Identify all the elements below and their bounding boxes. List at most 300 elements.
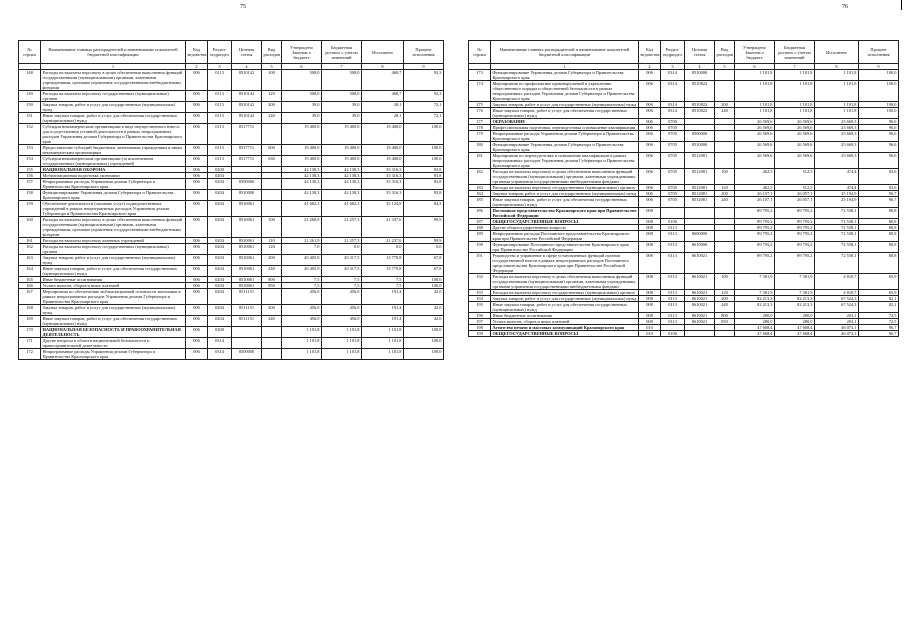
col-budget-list-header: Бюджетная роспись с учетом изменений <box>775 41 815 64</box>
col-department-code-cell: 008 <box>639 313 661 319</box>
column-index-cell: 9 <box>859 64 899 70</box>
col-approved-cell: 7,5 <box>282 283 322 289</box>
col-percent-cell: 100,0 <box>404 349 444 360</box>
col-target-article-cell: 8610021 <box>685 296 715 302</box>
col-approved-cell: 462,5 <box>735 185 775 191</box>
col-approved-cell: 39,0 <box>282 113 322 124</box>
col-name-cell: Предоставление субсидий бюджетным, автономным учреждениям и иным некоммерческим организациям <box>41 145 186 156</box>
col-percent-cell: 100,0 <box>859 102 899 108</box>
col-approved-cell: 89 795,2 <box>735 253 775 274</box>
col-percent-cell: 72,5 <box>859 313 899 319</box>
col-name-cell: Постоянное представительство Красноярского края при Правительстве Российской Федерации <box>491 208 639 219</box>
col-executed-cell: 35 316,3 <box>362 167 404 173</box>
col-section-cell: 0204 <box>208 316 232 327</box>
col-name-cell: Непрограммные расходы Управления делами Губернатора и Правительства Красноярского края <box>41 179 186 190</box>
col-executed-cell: 19 400,0 <box>362 156 404 167</box>
col-section-cell: 0204 <box>208 217 232 238</box>
col-row-number-cell: 177 <box>469 119 491 125</box>
col-section-cell: 0705 <box>661 131 685 142</box>
col-section-cell: 0204 <box>208 201 232 217</box>
col-row-number-cell: 195 <box>469 302 491 313</box>
col-section-cell: 0204 <box>208 283 232 289</box>
col-section-cell: 0100 <box>661 219 685 225</box>
col-name-cell: Расходы на выплаты персоналу государственных (муниципальных) органов <box>41 244 186 255</box>
col-target-article-cell: 8610021 <box>685 319 715 325</box>
page-number: 76 <box>842 4 848 10</box>
col-row-number-cell: 187 <box>469 219 491 225</box>
col-row-number-cell: 160 <box>19 217 41 238</box>
column-index-cell: 1 <box>491 64 639 70</box>
col-expense-type-cell: 100 <box>715 169 735 185</box>
col-section-cell <box>661 208 685 219</box>
col-percent-cell: 96,6 <box>859 119 899 125</box>
col-percent-cell: 92,3 <box>404 91 444 102</box>
col-budget-list-cell: 26 057,1 <box>775 197 815 208</box>
col-percent-cell: 100,0 <box>404 156 444 167</box>
col-target-article-cell: 8511151 <box>232 305 262 316</box>
header-row <box>19 41 444 64</box>
col-section-cell: 0113 <box>208 102 232 113</box>
col-name-cell: Руководство и управление в сфере установленных функций органов государственной власти в рамках непрограммных расходов Постоянного представительства Красноярского края при Правительстве Российской Федерации <box>491 253 639 274</box>
col-budget-list-cell: 21 257,3 <box>322 217 362 238</box>
col-executed-cell: 21 237,6 <box>362 238 404 244</box>
table-header <box>19 41 444 70</box>
col-percent-cell: 65,9 <box>859 274 899 290</box>
col-section-cell: 0113 <box>661 242 685 253</box>
col-budget-list-cell: 456,0 <box>322 305 362 316</box>
col-percent-cell: 80,8 <box>859 225 899 231</box>
col-approved-cell: 47 668,4 <box>735 331 775 337</box>
col-percent-header: Процент исполнения <box>859 41 899 64</box>
col-expense-type-cell <box>262 179 282 190</box>
col-executed-cell: 67 524,3 <box>815 296 859 302</box>
col-row-number-cell: 178 <box>469 125 491 131</box>
col-target-article-cell: 8510061 <box>232 283 262 289</box>
table-row <box>19 102 444 113</box>
col-percent-cell: 82,1 <box>859 296 899 302</box>
col-percent-cell: 65,9 <box>859 290 899 296</box>
col-target-article-cell: 8510822 <box>685 102 715 108</box>
col-row-number-cell: 170 <box>19 327 41 338</box>
col-budget-list-cell: 89 795,2 <box>775 208 815 219</box>
table-row <box>469 242 899 253</box>
col-percent-cell: 100,0 <box>404 277 444 283</box>
table-row <box>19 266 444 277</box>
table-row <box>19 327 444 338</box>
col-expense-type-cell: 240 <box>715 302 735 313</box>
col-approved-cell: 19 400,0 <box>282 145 322 156</box>
col-executed-cell: 72 538,1 <box>815 208 859 219</box>
table-row <box>469 108 899 119</box>
col-section-cell: 0113 <box>208 91 232 102</box>
col-target-article-cell: 8510061 <box>232 201 262 217</box>
col-row-number-cell: 186 <box>469 208 491 219</box>
col-expense-type-cell <box>262 338 282 349</box>
col-name-cell: Иные закупки товаров, работ и услуг для обеспечения государственных (муниципальных) нужд <box>41 266 186 277</box>
column-index-cell: 5 <box>715 64 735 70</box>
col-department-code-cell: 006 <box>639 142 661 153</box>
col-target-article-header: Целевая статья <box>232 41 262 64</box>
col-approved-cell: 20 405,9 <box>282 255 322 266</box>
col-section-cell: 0204 <box>208 179 232 190</box>
col-section-cell: 0200 <box>208 167 232 173</box>
col-section-cell: 0113 <box>661 225 685 231</box>
col-executed-cell: 203,1 <box>815 313 859 319</box>
col-executed-header: Исполнено <box>362 41 404 64</box>
col-percent-cell: 83,8 <box>404 167 444 173</box>
col-row-number-cell: 180 <box>469 142 491 153</box>
col-department-code-cell: 006 <box>186 70 208 91</box>
col-expense-type-cell: 600 <box>262 145 282 156</box>
col-department-code-cell: 010 <box>639 331 661 337</box>
col-executed-cell: 203,1 <box>815 319 859 325</box>
col-expense-type-cell: 630 <box>262 156 282 167</box>
col-target-article-cell: 8600000 <box>685 231 715 242</box>
col-target-article-cell: 8510142 <box>232 113 262 124</box>
col-approved-cell: 26 569,6 <box>735 142 775 153</box>
column-index-cell: 4 <box>685 64 715 70</box>
col-percent-header: Процент исполнения <box>404 41 444 64</box>
col-name-cell: Другие вопросы в области национальной безопасности и правоохранительной деятельности <box>41 338 186 349</box>
col-department-code-cell: 006 <box>639 169 661 185</box>
col-budget-list-cell: 19 400,0 <box>322 156 362 167</box>
col-budget-list-cell: 42 138,3 <box>322 190 362 201</box>
col-expense-type-cell: 100 <box>262 217 282 238</box>
col-name-cell: Функционирование Управления делами Губернатора и Правительства Красноярского края <box>491 142 639 153</box>
col-target-article-cell: 8512081 <box>685 191 715 197</box>
col-percent-cell: 72,1 <box>404 113 444 124</box>
table-row <box>469 331 899 337</box>
col-department-code-cell: 006 <box>186 316 208 327</box>
col-section-cell: 0300 <box>208 327 232 338</box>
col-budget-list-cell: 41 682,3 <box>322 201 362 217</box>
header-row <box>469 41 899 64</box>
col-target-article-cell: 8610021 <box>685 253 715 274</box>
col-budget-list-cell: 21 257,3 <box>322 238 362 244</box>
col-target-article-cell: 8510142 <box>232 70 262 91</box>
col-expense-type-cell: 850 <box>262 283 282 289</box>
page-number: 75 <box>240 4 246 10</box>
table-body <box>469 70 899 337</box>
col-approved-cell: 47 668,4 <box>735 325 775 331</box>
col-budget-list-cell: 1 101,8 <box>775 108 815 119</box>
col-expense-type-cell: 100 <box>262 70 282 91</box>
col-budget-list-cell: 26 569,6 <box>775 153 815 169</box>
col-section-cell: 0314 <box>661 81 685 102</box>
table-row <box>19 255 444 266</box>
col-budget-list-cell: 82 213,3 <box>775 296 815 302</box>
col-expense-type-cell <box>715 81 735 102</box>
col-target-article-cell: 8510061 <box>232 238 262 244</box>
col-percent-cell: 82,1 <box>859 302 899 313</box>
col-name-cell: ОБРАЗОВАНИЕ <box>491 119 639 125</box>
table-row <box>469 302 899 313</box>
col-row-number-cell: 182 <box>469 169 491 185</box>
col-budget-list-cell: 7 301,9 <box>775 274 815 290</box>
col-expense-type-cell <box>715 331 735 337</box>
col-percent-cell: 92,6 <box>859 169 899 185</box>
col-executed-cell: 72 538,1 <box>815 219 859 225</box>
col-section-cell: 0113 <box>661 302 685 313</box>
table-row <box>19 145 444 156</box>
col-approved-cell: 42 138,3 <box>282 173 322 179</box>
col-department-code-cell: 006 <box>186 145 208 156</box>
col-section-cell: 0705 <box>661 125 685 131</box>
col-name-cell: Иные закупки товаров, работ и услуг для обеспечения государственных (муниципальных) нужд <box>491 197 639 208</box>
table-row <box>19 289 444 305</box>
table-row <box>469 253 899 274</box>
col-section-cell: 0204 <box>208 244 232 255</box>
col-expense-type-cell: 240 <box>262 113 282 124</box>
col-approved-cell: 7 301,9 <box>735 274 775 290</box>
col-executed-cell: 7,5 <box>362 277 404 283</box>
col-target-article-cell: 8500000 <box>232 179 262 190</box>
col-target-article-cell: 8510061 <box>232 277 262 283</box>
col-target-article-cell: 8510061 <box>232 244 262 255</box>
col-section-cell: 0204 <box>208 305 232 316</box>
col-executed-cell: 72 538,1 <box>815 225 859 231</box>
col-executed-cell: 19 400,0 <box>362 145 404 156</box>
col-approved-cell: 39,0 <box>282 102 322 113</box>
col-row-number-cell: 165 <box>19 277 41 283</box>
col-budget-list-cell: 7,5 <box>322 283 362 289</box>
col-executed-cell: 19 400,0 <box>362 124 404 145</box>
col-executed-cell: 1 101,8 <box>815 70 859 81</box>
col-approved-cell: 1 101,8 <box>282 349 322 360</box>
col-section-cell: 0113 <box>208 156 232 167</box>
col-target-article-header: Целевая статья <box>685 41 715 64</box>
col-department-code-cell: 006 <box>186 283 208 289</box>
col-budget-list-cell: 26 569,6 <box>775 125 815 131</box>
col-approved-cell: 89 795,2 <box>735 225 775 231</box>
col-department-code-cell: 006 <box>639 153 661 169</box>
col-expense-type-cell: 240 <box>715 197 735 208</box>
col-percent-cell: 96,6 <box>859 131 899 142</box>
col-executed-cell: 46 073,1 <box>815 325 859 331</box>
col-row-number-cell: 199 <box>469 331 491 337</box>
col-approved-cell: 89 795,2 <box>735 219 775 225</box>
col-expense-type-cell: 240 <box>262 266 282 277</box>
col-row-number-cell: 171 <box>19 338 41 349</box>
col-executed-cell: 7,5 <box>362 283 404 289</box>
col-expense-type-cell <box>262 201 282 217</box>
col-department-code-cell: 006 <box>186 124 208 145</box>
col-row-number-cell: 158 <box>19 190 41 201</box>
col-approved-cell: 1 101,8 <box>735 81 775 102</box>
col-name-cell: Иные закупки товаров, работ и услуг для обеспечения государственных (муниципальных) нужд <box>491 302 639 313</box>
col-target-article-cell: 8511151 <box>232 316 262 327</box>
col-budget-list-cell: 456,0 <box>322 316 362 327</box>
col-name-cell: Иные закупки товаров, работ и услуг для обеспечения государственных (муниципальных) нужд <box>41 113 186 124</box>
col-name-cell: Субсидии некоммерческим организациям (за исключением государственных (муниципальных) учреждений) <box>41 156 186 167</box>
col-target-article-cell: 8512081 <box>685 197 715 208</box>
col-approved-cell: 89 795,2 <box>735 242 775 253</box>
col-expense-type-cell <box>262 190 282 201</box>
col-expense-type-cell: 100 <box>715 274 735 290</box>
col-department-code-cell: 006 <box>639 108 661 119</box>
col-name-cell: Закупка товаров, работ и услуг для государственных (муниципальных) нужд <box>491 296 639 302</box>
col-row-number-header: № строки <box>19 41 41 64</box>
col-name-cell: Закупка товаров, работ и услуг для государственных (муниципальных) нужд <box>41 255 186 266</box>
col-name-cell: Закупка товаров, работ и услуг для государственных (муниципальных) нужд <box>41 305 186 316</box>
col-executed-cell: 35 316,3 <box>362 179 404 190</box>
col-department-code-cell: 006 <box>186 266 208 277</box>
col-approved-cell: 508,0 <box>282 70 322 91</box>
col-name-cell: Профессиональная подготовка, переподготовка и повышение квалификации <box>491 125 639 131</box>
col-budget-list-cell: 456,0 <box>322 289 362 305</box>
col-department-code-cell: 006 <box>186 156 208 167</box>
col-budget-list-cell: 280,0 <box>775 313 815 319</box>
table-row <box>469 142 899 153</box>
col-section-header: Раздел-подраздел <box>661 41 685 64</box>
col-approved-cell: 21 261,9 <box>282 238 322 244</box>
column-index-cell: 6 <box>735 64 775 70</box>
col-percent-cell: 96,7 <box>859 331 899 337</box>
col-department-code-cell: 006 <box>186 190 208 201</box>
column-index-cell: 2 <box>639 64 661 70</box>
col-budget-list-cell: 26 057,1 <box>775 191 815 197</box>
col-approved-cell: 26 569,6 <box>735 131 775 142</box>
col-expense-type-cell: 200 <box>715 102 735 108</box>
col-department-code-cell: 006 <box>186 277 208 283</box>
table-row <box>19 305 444 316</box>
col-budget-list-cell: 19 400,0 <box>322 124 362 145</box>
col-percent-cell: 96,6 <box>859 142 899 153</box>
col-department-code-cell: 008 <box>639 296 661 302</box>
col-executed-cell: 468,7 <box>362 70 404 91</box>
col-section-cell: 0113 <box>208 145 232 156</box>
col-expense-type-cell <box>715 242 735 253</box>
col-executed-cell: 0,0 <box>362 244 404 255</box>
col-percent-cell: 100,0 <box>404 338 444 349</box>
col-name-cell: Непрограммные расходы Постоянного представительства Красноярского края при Правительстве Российской Федерации <box>491 231 639 242</box>
col-target-article-cell: 8610021 <box>685 302 715 313</box>
col-target-article-cell: 8510822 <box>685 108 715 119</box>
col-target-article-cell: 8517711 <box>232 145 262 156</box>
col-target-article-cell: 8610021 <box>685 313 715 319</box>
col-budget-list-cell: 89 795,2 <box>775 219 815 225</box>
col-executed-cell: 1 101,8 <box>362 338 404 349</box>
col-target-article-cell: 8610000 <box>685 242 715 253</box>
col-department-code-cell: 006 <box>186 173 208 179</box>
col-name-cell: Расходы на выплаты персоналу государственных (муниципальных) органов <box>41 91 186 102</box>
col-approved-cell: 89 795,2 <box>735 231 775 242</box>
col-executed-cell: 474,4 <box>815 185 859 191</box>
col-name-cell: Функционирование Управления делами Губернатора и Правительства Красноярского края <box>491 70 639 81</box>
col-budget-list-cell: 0,0 <box>322 244 362 255</box>
col-department-code-cell: 006 <box>186 179 208 190</box>
col-budget-list-cell: 1 101,8 <box>322 349 362 360</box>
col-name-cell: Иные закупки товаров, работ и услуг для обеспечения государственных (муниципальных) нужд <box>41 316 186 327</box>
col-approved-cell: 280,0 <box>735 319 775 325</box>
col-executed-cell: 13 779,8 <box>362 266 404 277</box>
col-executed-cell: 191,4 <box>362 316 404 327</box>
col-target-article-cell: 8510142 <box>232 102 262 113</box>
col-department-code-cell: 008 <box>639 219 661 225</box>
col-department-code-cell: 006 <box>639 70 661 81</box>
col-section-cell: 0204 <box>208 266 232 277</box>
col-budget-list-cell: 1 101,8 <box>322 327 362 338</box>
col-expense-type-cell <box>715 142 735 153</box>
col-row-number-cell: 161 <box>19 238 41 244</box>
col-department-code-cell: 008 <box>639 319 661 325</box>
col-approved-cell: 462,5 <box>735 169 775 185</box>
col-department-code-cell: 006 <box>186 91 208 102</box>
col-name-cell: Закупка товаров, работ и услуг для государственных (муниципальных) нужд <box>491 102 639 108</box>
col-expense-type-cell <box>715 70 735 81</box>
col-target-article-cell <box>232 338 262 349</box>
col-row-number-cell: 151 <box>19 113 41 124</box>
table-row <box>19 316 444 327</box>
col-executed-cell: 4 810,7 <box>815 290 859 296</box>
col-percent-cell: 42,0 <box>404 305 444 316</box>
col-target-article-cell: 8511151 <box>232 289 262 305</box>
col-department-code-cell: 006 <box>186 327 208 338</box>
col-name-cell: Другие общегосударственные вопросы <box>491 225 639 231</box>
col-percent-cell: 99,9 <box>404 238 444 244</box>
col-executed-cell: 35 124,9 <box>362 201 404 217</box>
col-row-number-cell: 179 <box>469 131 491 142</box>
col-row-number-cell: 150 <box>19 102 41 113</box>
col-row-number-cell: 196 <box>469 313 491 319</box>
col-name-cell: Функционирование Постоянного представительства Красноярского края при Правительстве Российской Федерации <box>491 242 639 253</box>
col-department-code-header: Код ведомства <box>186 41 208 64</box>
col-budget-list-header: Бюджетная роспись с учетом изменений <box>322 41 362 64</box>
col-row-number-cell: 156 <box>19 173 41 179</box>
col-department-code-cell: 006 <box>639 102 661 108</box>
col-section-cell: 0113 <box>208 70 232 91</box>
col-section-cell: 0314 <box>661 102 685 108</box>
col-expense-type-cell: 850 <box>715 319 735 325</box>
col-row-number-cell: 189 <box>469 231 491 242</box>
col-budget-list-cell: 1 101,8 <box>775 70 815 81</box>
col-budget-list-cell: 82 213,3 <box>775 302 815 313</box>
col-name-cell: Иные закупки товаров, работ и услуг для обеспечения государственных (муниципальных) нужд <box>491 108 639 119</box>
col-executed-cell: 1 101,8 <box>815 108 859 119</box>
col-department-code-cell: 006 <box>186 305 208 316</box>
table-row <box>19 113 444 124</box>
col-row-number-cell: 166 <box>19 283 41 289</box>
table-row <box>19 244 444 255</box>
col-row-number-cell: 191 <box>469 253 491 274</box>
col-budget-list-cell: 1 101,8 <box>775 102 815 108</box>
col-row-number-cell: 167 <box>19 289 41 305</box>
col-executed-cell: 13 779,8 <box>362 255 404 266</box>
col-approved-cell: 26 107,1 <box>735 191 775 197</box>
col-executed-cell: 1 101,8 <box>815 81 859 102</box>
col-name-cell: Расходы на выплаты персоналу государственных (муниципальных) органов <box>491 185 639 191</box>
col-approved-cell: 42 138,3 <box>282 179 322 190</box>
table-row <box>469 208 899 219</box>
col-target-article-cell: 8510822 <box>685 81 715 102</box>
col-approved-cell: 1 101,8 <box>735 108 775 119</box>
col-expense-type-header: Вид расходов <box>262 41 282 64</box>
col-target-article-cell: 8510142 <box>232 91 262 102</box>
col-target-article-cell: 8500000 <box>232 349 262 360</box>
col-row-number-cell: 162 <box>19 244 41 255</box>
col-name-cell: НАЦИОНАЛЬНАЯ ОБОРОНА <box>41 167 186 173</box>
col-budget-list-cell: 26 569,6 <box>775 142 815 153</box>
col-row-number-cell: 175 <box>469 102 491 108</box>
col-percent-cell: 42,0 <box>404 289 444 305</box>
column-index-cell: 3 <box>661 64 685 70</box>
col-department-code-cell: 008 <box>639 274 661 290</box>
col-expense-type-cell <box>715 131 735 142</box>
col-row-number-cell: 184 <box>469 191 491 197</box>
col-department-code-cell: 006 <box>639 81 661 102</box>
col-row-number-cell: 154 <box>19 156 41 167</box>
col-percent-cell: 96,7 <box>859 197 899 208</box>
